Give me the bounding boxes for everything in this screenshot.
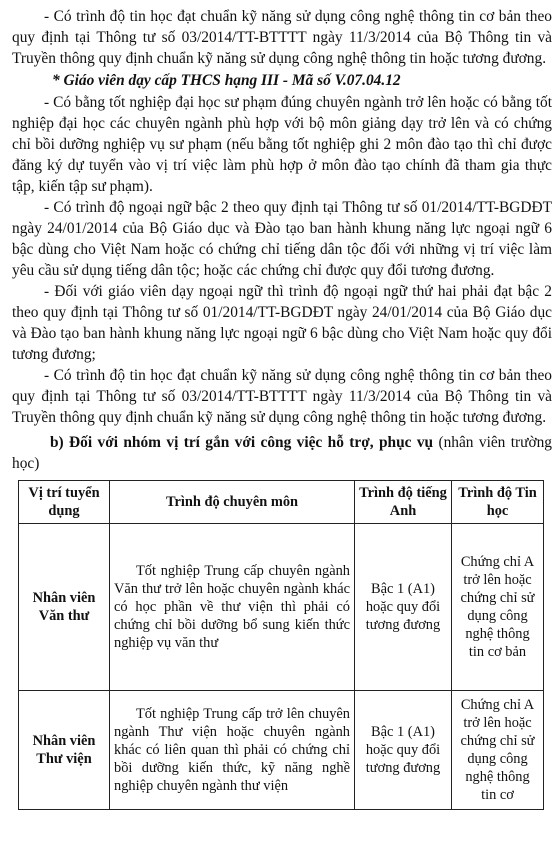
cell-position: Nhân viên Văn thư [19,524,110,691]
cell-position: Nhân viên Thư viện [19,691,110,810]
table-row [19,524,544,691]
paragraph-it-requirement-1: - Có trình độ tin học đạt chuẩn kỹ năng sử dụng công nghệ thông tin cơ bản theo quy định tại Thông tư số 03/2014/TT-BTTTT ngày 11/3/2014 của Bộ Thông tin và Truyền thông quy định chuẩn kỹ năng sử dụng công nghệ thông tin hoặc tương đương. [12,8,552,67]
paragraph-it-requirement-2: - Có trình độ tin học đạt chuẩn kỹ năng sử dụng công nghệ thông tin cơ bản theo quy định tại Thông tư số 03/2014/TT-BTTTT ngày 11/3/2014 của Bộ Thông tin và Truyền thông quy định chuẩn kỹ năng sử dụng công nghệ thông tin hoặc tương đương. [12,367,552,426]
section-b-note: (nhân viên trường học) [12,434,553,472]
header-english: Trình độ tiếng Anh [355,481,452,524]
header-qualification: Trình độ chuyên môn [110,481,355,524]
cell-english: Bậc 1 (A1) hoặc quy đổi tương đương [355,691,452,810]
paragraph-foreign-language-teacher: - Đối với giáo viên dạy ngoại ngữ thì trình độ ngoại ngữ thứ hai phải đạt bậc 2 theo quy định tại Thông tư số 01/2014/TT-BGDĐT ngày 24/01/2014 của Bộ Giáo dục và Đào tạo ban hành khung năng lực ngoại ngữ 6 bậc dùng cho Việt Nam hoặc quy đổi tương đương; [12,283,552,363]
paragraph-language-requirement: - Có trình độ ngoại ngữ bậc 2 theo quy định tại Thông tư số 01/2014/TT-BGDĐT ngày 24/01/2014 của Bộ Giáo dục và Đào tạo ban hành khung năng lực ngoại ngữ 6 bậc dùng cho Việt Nam hoặc có chứng chỉ tiếng dân tộc đối với những vị trí việc làm yêu cầu sử dụng tiếng dân tộc; hoặc các chứng chỉ được quy đổi tương đương. [12,199,552,279]
section-b-heading [12,432,552,474]
section-heading-thcs: * Giáo viên dạy cấp THCS hạng III - Mã số V.07.04.12 [52,72,401,89]
cell-it: Chứng chỉ A trở lên hoặc chứng chỉ sử dụng công nghệ thông tin cơ [452,691,544,810]
header-position: Vị trí tuyển dụng [19,481,110,524]
cell-qualification: Tốt nghiệp Trung cấp chuyên ngành Văn thư trở lên hoặc chuyên ngành khác có học phần về thư viện thì phải có chứng chỉ bồi dưỡng bổ sung kiến thức nghiệp vụ văn thư [110,524,355,691]
cell-qualification: Tốt nghiệp Trung cấp trở lên chuyên ngành Thư viện hoặc chuyên ngành khác có liên quan thì phải có chứng chỉ bồi dưỡng kiến thức, kỹ năng nghề nghiệp chuyên ngành thư viện [110,691,355,810]
cell-english: Bậc 1 (A1) hoặc quy đổi tương đương [355,524,452,691]
requirements-table [18,480,544,810]
paragraph-degree-requirement: - Có bằng tốt nghiệp đại học sư phạm đúng chuyên ngành trở lên hoặc có bằng tốt nghiệp đại học các chuyên ngành phù hợp với bộ môn giảng dạy trở lên và có chứng chỉ bồi dưỡng nghiệp vụ sư phạm (nếu bằng tốt nghiệp ghi 2 môn đào tạo thì chỉ được đăng ký dự tuyển vào vị trí việc làm phù hợp ở môn đào tạo chính đã tham gia thực tập, kiến tập sư phạm). [12,94,552,195]
header-it: Trình độ Tin học [452,481,544,524]
section-b-title: b) Đối với nhóm vị trí gắn với công việc hỗ trợ, phục vụ [50,434,434,451]
cell-it: Chứng chỉ A trở lên hoặc chứng chỉ sử dụng công nghệ thông tin cơ bản [452,524,544,691]
table-header-row [19,481,544,524]
table-row [19,691,544,810]
